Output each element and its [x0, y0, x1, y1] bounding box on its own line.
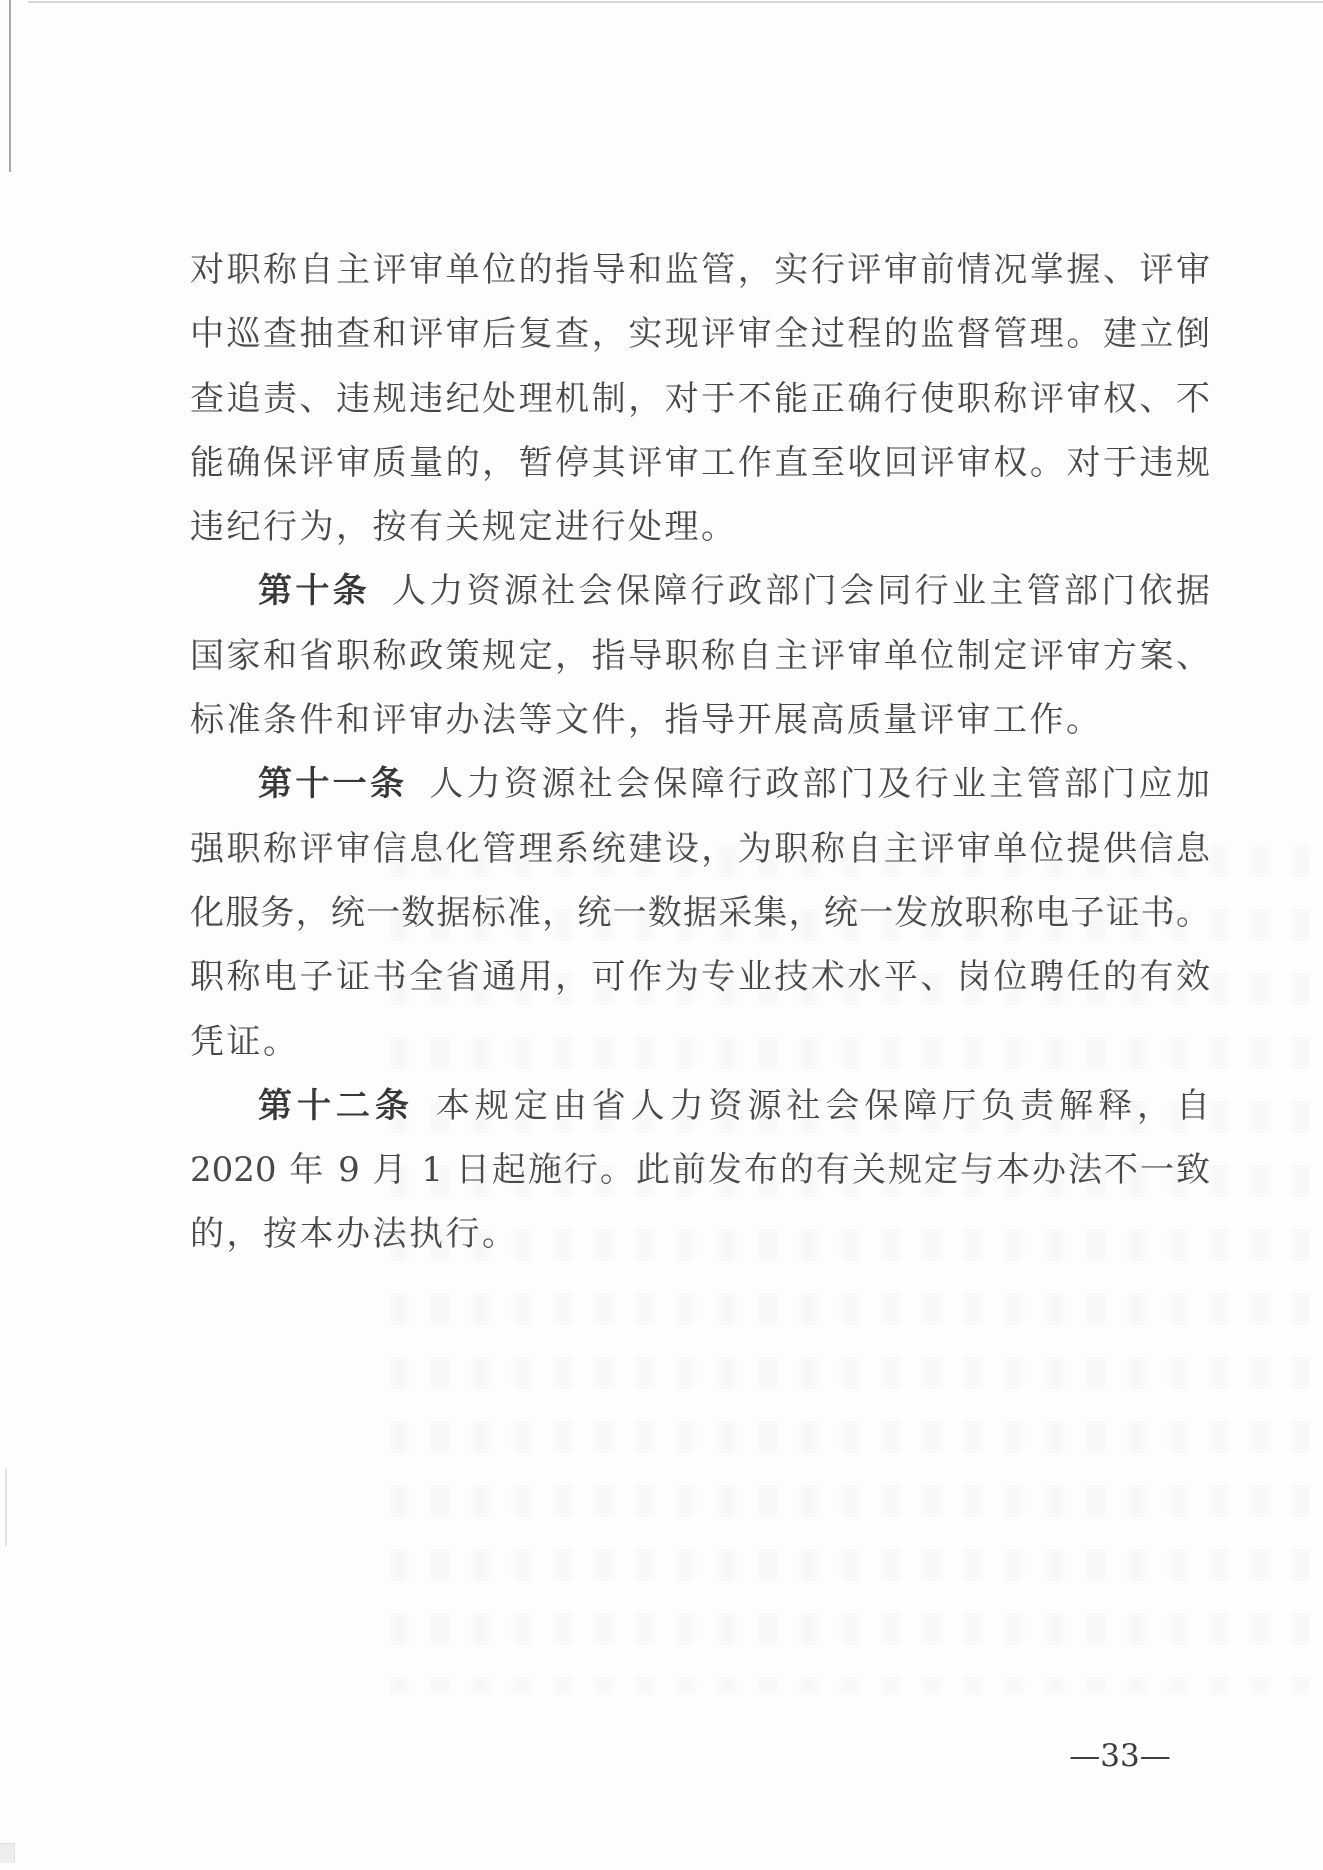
article-11-line [190, 752, 1210, 816]
body-line-text: 化服务，统一数据标准，统一数据采集，统一发放职称电子证书。 [190, 892, 1210, 933]
scan-top-edge-artifact [28, 1, 1323, 3]
body-line [190, 1010, 1210, 1074]
scan-left-edge-artifact-lower [5, 1468, 7, 1546]
body-line-text: 凭证。 [190, 1021, 300, 1062]
document-body [190, 238, 1210, 1267]
body-line [190, 881, 1210, 945]
body-line-text: 本规定由省人力资源社会保障厅负责解释，自 [435, 1085, 1210, 1126]
body-line-text: 2020 年 9 月 1 日起施行。此前发布的有关规定与本办法不一致 [190, 1150, 1210, 1191]
scan-left-edge-artifact [9, 0, 11, 172]
body-line-text: 人力资源社会保障行政部门及行业主管部门应加 [429, 764, 1210, 805]
body-line [190, 817, 1210, 881]
scan-corner-artifact [0, 1843, 15, 1863]
body-line-text: 职称电子证书全省通用，可作为专业技术水平、岗位聘任的有效 [190, 957, 1210, 998]
article-12-heading: 第十二条 [258, 1085, 414, 1126]
body-line-text: 标准条件和评审办法等文件，指导开展高质量评审工作。 [190, 700, 1103, 741]
article-11-heading: 第十一条 [258, 764, 408, 805]
body-line [190, 495, 1210, 559]
body-line [190, 367, 1210, 431]
body-line-text: 中巡查抽查和评审后复查，实现评审全过程的监督管理。建立倒 [190, 314, 1210, 355]
body-line-text: 查追责、违规违纪处理机制，对于不能正确行使职称评审权、不 [190, 378, 1210, 419]
body-line [190, 302, 1210, 366]
body-line [190, 945, 1210, 1009]
page-number: —33— [1069, 1738, 1171, 1774]
body-line-text: 人力资源社会保障行政部门会同行业主管部门依据 [392, 571, 1210, 612]
body-line [190, 238, 1210, 302]
body-line-text: 能确保评审质量的，暂停其评审工作直至收回评审权。对于违规 [190, 442, 1210, 483]
body-line-text: 强职称评审信息化管理系统建设，为职称自主评审单位提供信息 [190, 828, 1210, 869]
body-line [190, 688, 1210, 752]
article-10-heading: 第十条 [258, 571, 370, 612]
body-line-text: 国家和省职称政策规定，指导职称自主评审单位制定评审方案、 [190, 635, 1210, 676]
article-12-line [190, 1074, 1210, 1138]
body-line [190, 1202, 1210, 1266]
body-line-text: 对职称自主评审单位的指导和监管，实行评审前情况掌握、评审 [190, 250, 1210, 290]
article-10-line [190, 559, 1210, 623]
body-line [190, 624, 1210, 688]
body-line [190, 431, 1210, 495]
body-line-text: 违纪行为，按有关规定进行处理。 [190, 507, 738, 548]
body-line [190, 1138, 1210, 1202]
body-line-text: 的，按本办法执行。 [190, 1214, 519, 1255]
